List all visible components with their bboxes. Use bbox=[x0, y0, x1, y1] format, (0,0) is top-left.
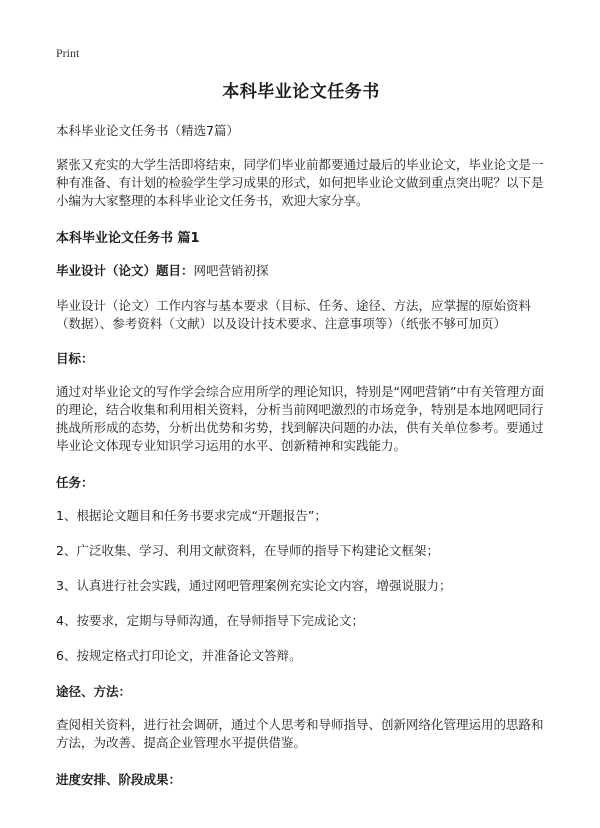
method-paragraph: 查阅相关资料，进行社会调研，通过个人思考和导师指导、创新网络化管理运用的思路和方法，为改善、提高企业管理水平提供借鉴。 bbox=[56, 717, 544, 750]
goal-paragraph: 通过对毕业论文的写作学会综合应用所学的理论知识，特别是“网吧营销”中有关管理方面的理论，结合收集和利用相关资料，分析当前网吧激烈的市场竞争，特别是本地网吧同行挑战所形成的态势，分析出优势和劣势，找到解决问题的办法，供有关单位参考。要通过毕业论文体现专业知识学习运用的水平、创新精神和实践能力。 bbox=[56, 384, 544, 453]
progress-label: 进度安排、阶段成果： bbox=[56, 772, 182, 787]
task-item: 6、按规定格式打印论文，并准备论文答辩。 bbox=[56, 648, 302, 663]
document-page bbox=[56, 46, 546, 804]
task-item: 2、广泛收集、学习、利用文献资料，在导师的指导下构建论文框架； bbox=[56, 543, 439, 558]
requirements-paragraph: 毕业设计（论文）工作内容与基本要求（目标、任务、途径、方法，应掌握的原始资料（数据）、参考资料（文献）以及设计技术要求、注意事项等）（纸张不够可加页） bbox=[56, 298, 532, 331]
goal-label: 目标： bbox=[56, 351, 94, 366]
thesis-topic bbox=[56, 262, 546, 280]
task-label: 任务： bbox=[56, 475, 94, 490]
task-item: 3、认真进行社会实践，通过网吧管理案例充实论文内容，增强说服力； bbox=[56, 578, 452, 593]
print-label[interactable]: Print bbox=[56, 46, 80, 60]
thesis-topic-label: 毕业设计（论文）题目： bbox=[56, 263, 194, 278]
document-title: 本科毕业论文任务书 bbox=[222, 82, 380, 102]
intro-paragraph: 紧张又充实的大学生活即将结束，同学们毕业前都要通过最后的毕业论文，毕业论文是一种有准备、有计划的检验学生学习成果的形式，如何把毕业论文做到重点突出呢？以下是小编为大家整理的本科毕业论文任务书，欢迎大家分享。 bbox=[56, 157, 544, 208]
method-label: 途径、方法： bbox=[56, 684, 132, 699]
thesis-topic-value: 网吧营销初探 bbox=[193, 263, 269, 278]
task-item: 1、根据论文题目和任务书要求完成“开题报告”； bbox=[56, 508, 327, 523]
task-item: 4、按要求，定期与导师沟通，在导师指导下完成论文； bbox=[56, 613, 364, 628]
section-heading: 本科毕业论文任务书 篇1 bbox=[56, 231, 200, 246]
document-subtitle: 本科毕业论文任务书（精选7篇） bbox=[56, 123, 239, 138]
